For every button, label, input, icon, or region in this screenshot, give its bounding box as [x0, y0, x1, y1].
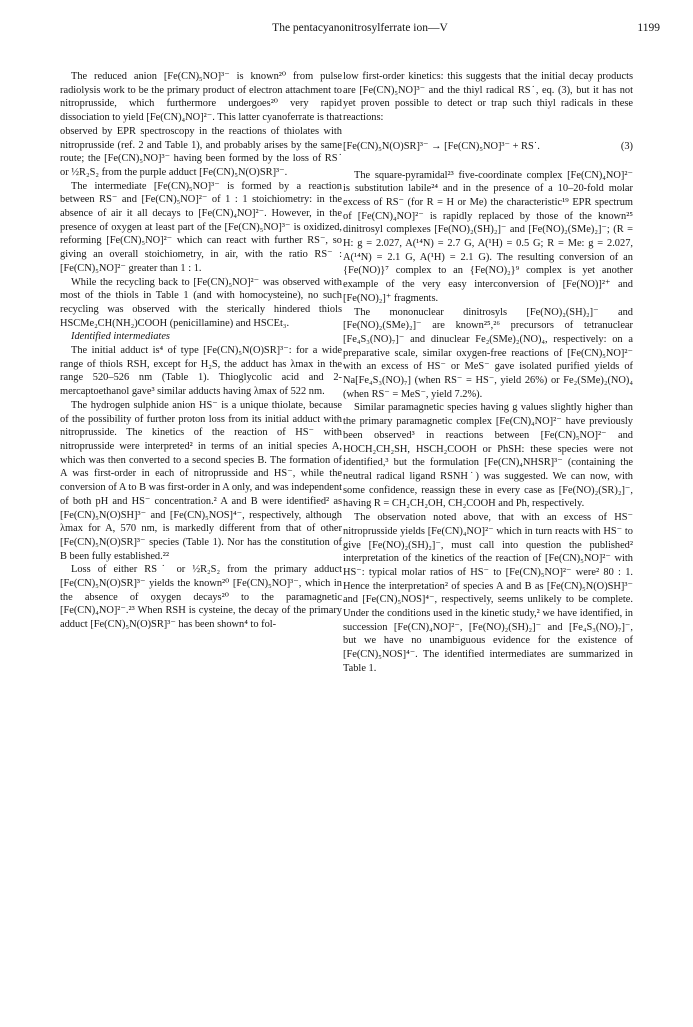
paragraph: Similar paramagnetic species having g values slightly higher than the primary paramagnetic complex [Fe(CN)₄NO]²⁻ have previously been observed³ in reactions between [Fe(CN)₅NO]²⁻ and HOCH₂CH₂SH, HSCH₂COOH or PhSH: these species were not identified,³ but the formulation [Fe(CN)₄NHSR]³⁻ (containing the neutral radical ligand RSNH˙) was suggested. We can now, with some confidence, reassign these in every case as [Fe(NO)₂(SR)₂]⁻, having R = CH₂CH₂OH, CH₂COOH and Ph, respectively.: [343, 402, 633, 510]
left-column: [60, 70, 342, 632]
right-column: [343, 70, 633, 676]
paragraph: The hydrogen sulphide anion HS⁻ is a unique thiolate, because of the possibility of further proton loss from its initial adduct with nitroprusside. The kinetics of the reaction of HS⁻ with nitroprusside were interpreted² in terms of an initial species A, which was then converted to a second species B. The formation of A was first-order in each of nitroprusside and HS⁻, while the conversion of A to B was first-order in A only, and was independent of both pH and HS⁻ concentration.² A and B were identified² as [Fe(CN)₅N(O)SH]³⁻ and [Fe(CN)₅NOS]⁴⁻, respectively, although λmax for A, 570 nm, is markedly different from that of other [Fe(CN)₅N(O)SR]³⁻ species (Table 1). Nor has the constitution of B been fully established.²²: [60, 399, 342, 562]
page-number: 1199: [637, 22, 660, 34]
paragraph: low first-order kinetics: this suggests that the initial decay products are [Fe(CN)₅NO]³⁻ and the thiyl radical RS˙, eq. (3), but it has not yet proven possible to detect or trap such thiyl radicals in these reactions:: [343, 71, 633, 124]
paragraph: The reduced anion [Fe(CN)₅NO]³⁻ is known²⁰ from pulse radiolysis work to be the primary product of electron attachment to nitroprusside, which furthermore undergoes²⁰ very rapid dissociation to yield [Fe(CN)₄NO]²⁻. This latter cyanoferrate is that observed by EPR spectroscopy in the reactions of thiolates with nitroprusside (ref. 2 and Table 1), and probably arises by the same route; the [Fe(CN)₅NO]³⁻ having been formed by the loss of RS˙ or ½R₂S₂ from the purple adduct [Fe(CN)₅N(O)SR]³⁻.: [60, 71, 342, 178]
section-heading: Identified intermediates: [71, 331, 170, 343]
paragraph: The observation noted above, that with an excess of HS⁻ nitroprusside yields [Fe(CN)₄NO]²⁻ which in turn reacts with HS⁻ to give [Fe(NO)₂(SH)₂]⁻, must call into question the published² interpretation of the kinetics of the reaction of [Fe(CN)₅NO]²⁻ with HS⁻: typical molar ratios of HS⁻ to [Fe(CN)₅NO]²⁻ were² 80 : 1. Hence the interpretation² of species A and B as [Fe(CN)₅N(O)SH]³⁻ and [Fe(CN)₅NOS]⁴⁻, respectively, seems unlikely to be complete. Under the conditions used in the kinetic study,² we have identified, in succession [Fe(CN)₄NO]²⁻, [Fe(NO)₂(SH)₂]⁻ and [Fe₄S₃(NO)₇]⁻, but we have no unambiguous evidence for the existence of [Fe(CN)₅NOS]⁴⁻. The identified intermediates are summarized in Table 1.: [343, 512, 633, 674]
page-header: [60, 22, 660, 38]
equation-text: [Fe(CN)₅N(O)SR]³⁻ → [Fe(CN)₅NO]³⁻ + RS˙.: [343, 140, 540, 152]
equation-number: (3): [620, 140, 633, 152]
running-head: The pentacyanonitrosylferrate ion—V: [272, 22, 448, 34]
paragraph: While the recycling back to [Fe(CN)₅NO]²⁻ was observed with most of the thiols in Table 1 (and with homocysteine), no such recycling was observed with the sterically hindered thiols HSCMe₂CH(NH₂)COOH (penicillamine) and HSCEt₃.: [60, 276, 342, 329]
paragraph: The intermediate [Fe(CN)₅NO]³⁻ is formed by a reaction between RS⁻ and [Fe(CN)₅NO]²⁻ of 1 : 1 stoichiometry: in the absence of air it all decays to [Fe(CN)₄NO]²⁻. However, in the presence of oxygen at least part of the [Fe(CN)₅NO]³⁻ is oxidized, reforming [Fe(CN)₅NO]²⁻ which can react with further RS⁻, so giving an overall stoichiometry, in air, with the ratio RS⁻ : [Fe(CN)₅NO]²⁻ greater than 1 : 1.: [60, 180, 342, 274]
paragraph: The initial adduct is⁴ of type [Fe(CN)₅N(O)SR]³⁻: for a wide range of thiols RSH, except for H₂S, the adduct has λmax in the range 520–526 nm (Table 1). Thioglycolic acid and 2-mercaptoethanol gave³ similar adducts having λmax of 522 nm.: [60, 345, 342, 398]
paragraph: The mononuclear dinitrosyls [Fe(NO)₂(SH)₂]⁻ and [Fe(NO)₂(SMe)₂]⁻ are known²⁵,²⁶ precursors of tetranuclear [Fe₄S₃(NO)₇]⁻ and dinuclear Fe₂(SMe)₂(NO)₄, respectively: on a preparative scale, similar oxygen-free reactions of [Fe(CN)₅NO]²⁻ with an excess of HS⁻ or MeS⁻ gave isolated purified yields of Na[Fe₄S₃(NO)₇] (when RS⁻ = HS⁻, yield 26%) or Fe₂(SMe)₂(NO)₄ (when RS⁻ = MeS⁻, yield 7.2%).: [343, 306, 633, 400]
paragraph: The square-pyramidal²³ five-coordinate complex [Fe(CN)₄NO]²⁻ is substitution labile²⁴ and in the presence of a 10–20-fold molar excess of RS⁻ (for R = H or Me) the characteristic¹⁹ EPR spectrum of [Fe(CN)₄NO]²⁻ is rapidly replaced by those of the known²⁵ dinitrosyl complexes [Fe(NO)₂(SH)₂]⁻ and [Fe(NO)₂(SMe)₂]⁻; (R = H: g = 2.027, A(¹⁴N) = 2.7 G, A(¹H) = 0.5 G; R = Me: g = 2.027, A(¹⁴N) = 2.1 G, A(¹H) = 2.1 G). The resulting conversion of an {Fe(NO)}⁷ complex to an {Fe(NO)₂}⁹ complex is yet another example of the very easy interconversion of [Fe(NO)]²⁺ and [Fe(NO)₂]⁺ fragments.: [343, 169, 633, 304]
equation: [343, 140, 633, 154]
paragraph: Loss of either RS˙ or ½R₂S₂ from the primary adduct [Fe(CN)₅N(O)SR]³⁻ yields the known²⁰ [Fe(CN)₅NO]³⁻, which in the absence of oxygen decays²⁰ to the paramagnetic [Fe(CN)₄NO]²⁻.²³ When RSH is cysteine, the decay of the primary adduct [Fe(CN)₅N(O)SR]³⁻ has been shown⁴ to fol-: [60, 564, 342, 631]
